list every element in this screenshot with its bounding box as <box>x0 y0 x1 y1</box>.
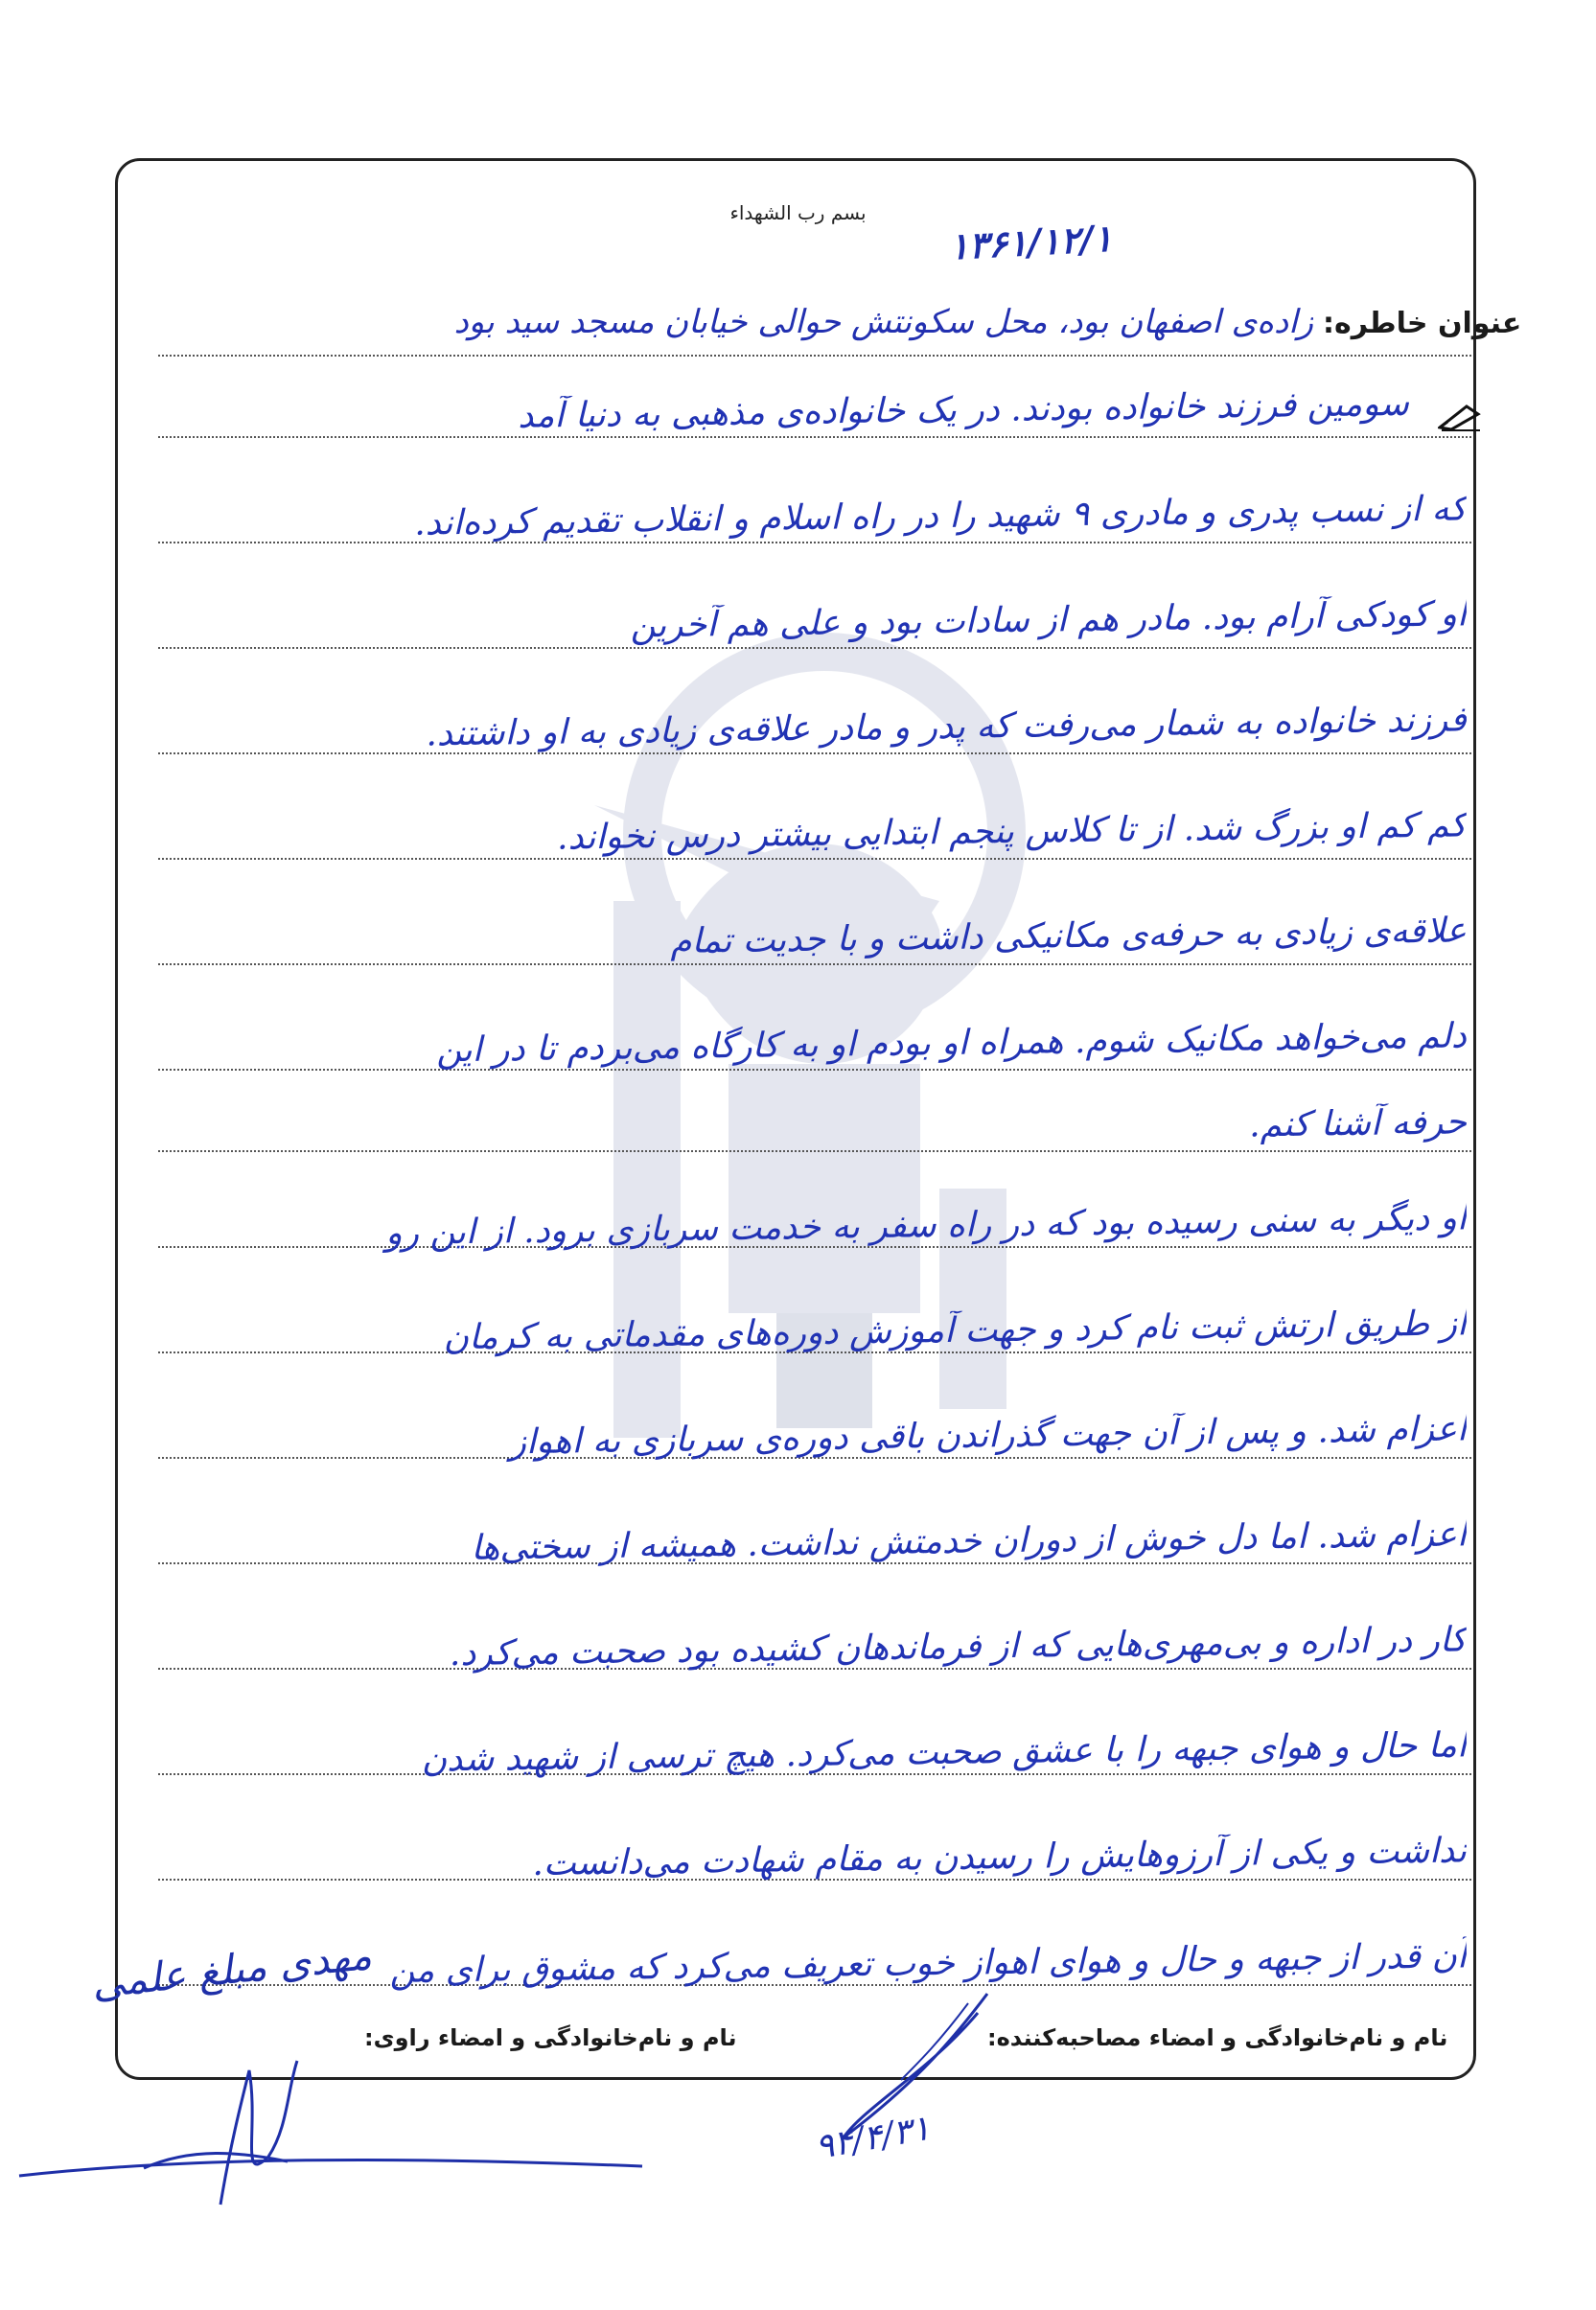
memoir-line: سومین فرزند خانواده بودند. در یک خانواده‌ی مذهبی به دنیا آمد <box>517 383 1410 436</box>
header-title: بسم رب الشهداء <box>729 201 867 224</box>
memoir-line: کم کم او بزرگ شد. از تا کلاس پنجم ابتدایی بیشتر درس نخواند. <box>556 805 1468 858</box>
memoir-line: نداشت و یکی از آرزوهایش را رسیدن به مقام شهادت می‌دانست. <box>532 1831 1468 1883</box>
memoir-line: دلم می‌خواهد مکانیک شوم. همراه او بودم او به کارگاه می‌بردم تا در این <box>435 1016 1468 1071</box>
signature-date: ۹۴/۴/۳۱ <box>812 2108 934 2168</box>
memoir-line: آن قدر از جبهه و حال و هوای اهواز خوب تعریف می‌کرد که مشوق برای من <box>389 1936 1468 1992</box>
narrator-signature-name: مهدی مبلغ علمی <box>89 1930 374 2008</box>
memoir-line: کار در اداره و بی‌مهری‌هایی که از فرماندهان کشیده بود صحبت می‌کرد. <box>449 1620 1468 1675</box>
pen-icon <box>1438 403 1482 431</box>
memoir-line: حرفه آشنا کنم. <box>1248 1102 1468 1145</box>
header-date: ۱۳۶۱/۱۲/۱ <box>947 216 1114 268</box>
memoir-line: علاقه‌ی زیادی به حرفه‌ی مکانیکی داشت و با جدیت تمام <box>669 911 1468 961</box>
title-dotted-line <box>158 355 1471 357</box>
narrator-label: نام و نام‌خانوادگی و امضاء راوی: <box>364 2024 737 2051</box>
memoir-title-value: زاده‌ی اصفهان بود، محل سکونتش حوالی خیابان مسجد سید بود <box>453 303 1313 341</box>
memoir-line: او کودکی آرام بود. مادر هم از سادات بود و علی هم آخرین <box>630 594 1468 646</box>
memoir-line: فرزند خانواده به شمار می‌رفت که پدر و مادر علاقه‌ی زیادی به او داشتند. <box>426 700 1468 754</box>
memoir-title-label: عنوان خاطره: <box>1323 307 1522 340</box>
interviewer-label: نام و نام‌خانوادگی و امضاء مصاحبه‌کننده: <box>987 2024 1448 2051</box>
memoir-line: که از نسب پدری و مادری ۹ شهید را در راه اسلام و انقلاب تقدیم کرده‌اند. <box>413 489 1468 543</box>
memoir-line: اما حال و هوای جبهه را با عشق صحبت می‌کرد. هیچ ترسی از شهید شدن <box>421 1725 1468 1780</box>
memoir-line: اعزام شد. و پس از آن جهت گذراندن باقی دوره‌ی سربازی به اهواز <box>509 1409 1468 1463</box>
memoir-line: از طریق ارتش ثبت نام کرد و جهت آموزش دوره‌های مقدماتی به کرمان <box>443 1304 1468 1358</box>
memoir-line: او دیگر به سنی رسیده بود که در راه سفر به خدمت سربازی برود. از این رو <box>384 1198 1468 1254</box>
memoir-line: اعزام شد. اما دل خوش از دوران خدمتش نداشت. همیشه از سختی‌ها <box>471 1514 1468 1568</box>
